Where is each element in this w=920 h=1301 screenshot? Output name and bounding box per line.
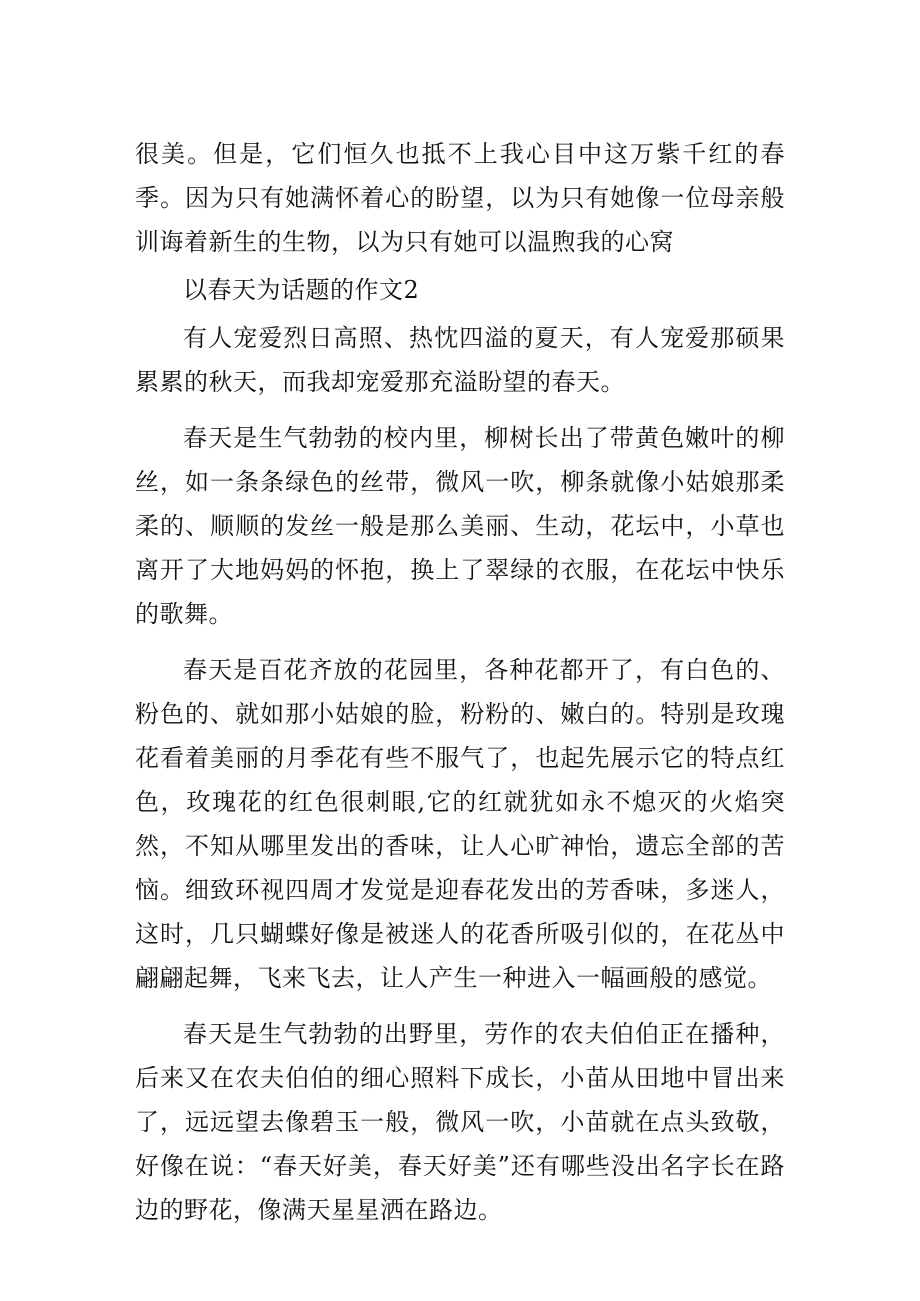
document-body (135, 132, 785, 1232)
paragraph-campus: 春天是生气勃勃的校内里，柳树长出了带黄色嫩叶的柳丝，如一条条绿色的丝带，微风一吹，柳条就像小姑娘那柔柔的、顺顺的发丝一般是那么美丽、生动，花坛中，小草也离开了大地妈妈的怀抱，换上了翠绿的衣服，在花坛中快乐的歌舞。 (135, 424, 785, 628)
essay-heading: 以春天为话题的作文2 (183, 276, 420, 304)
paragraph-garden: 春天是百花齐放的花园里，各种花都开了，有白色的、粉色的、就如那小姑娘的脸，粉粉的、嫩白的。特别是玫瑰花看着美丽的月季花有些不服气了，也起先展示它的特点红色，玫瑰花的红色很刺眼,它的红就犹如永不熄灭的火焰突然，不知从哪里发出的香味，让人心旷神怡，遗忘全部的苦恼。细致环视四周才发觉是迎春花发出的芳香味，多迷人，这时，几只蝴蝶好像是被迷人的花香所吸引似的，在花丛中翩翩起舞，飞来飞去，让人产生一种进入一幅画般的感觉。 (135, 656, 785, 992)
paragraph-continuation: 很美。但是，它们恒久也抵不上我心目中这万紫千红的春季。因为只有她满怀着心的盼望，以为只有她像一位母亲般训诲着新生的生物，以为只有她可以温煦我的心窝 (135, 140, 785, 256)
paragraph-intro: 有人宠爱烈日高照、热忱四溢的夏天，有人宠爱那硕果累累的秋天，而我却宠爱那充溢盼望的春天。 (135, 324, 785, 396)
paragraph-fields: 春天是生气勃勃的出野里，劳作的农夫伯伯正在播种，后来又在农夫伯伯的细心照料下成长，小苗从田地中冒出来了，远远望去像碧玉一般，微风一吹，小苗就在点头致敬，好像在说：“春天好美，春天好美”还有哪些没出名字长在路边的野花，像满天星星洒在路边。 (135, 1020, 785, 1224)
